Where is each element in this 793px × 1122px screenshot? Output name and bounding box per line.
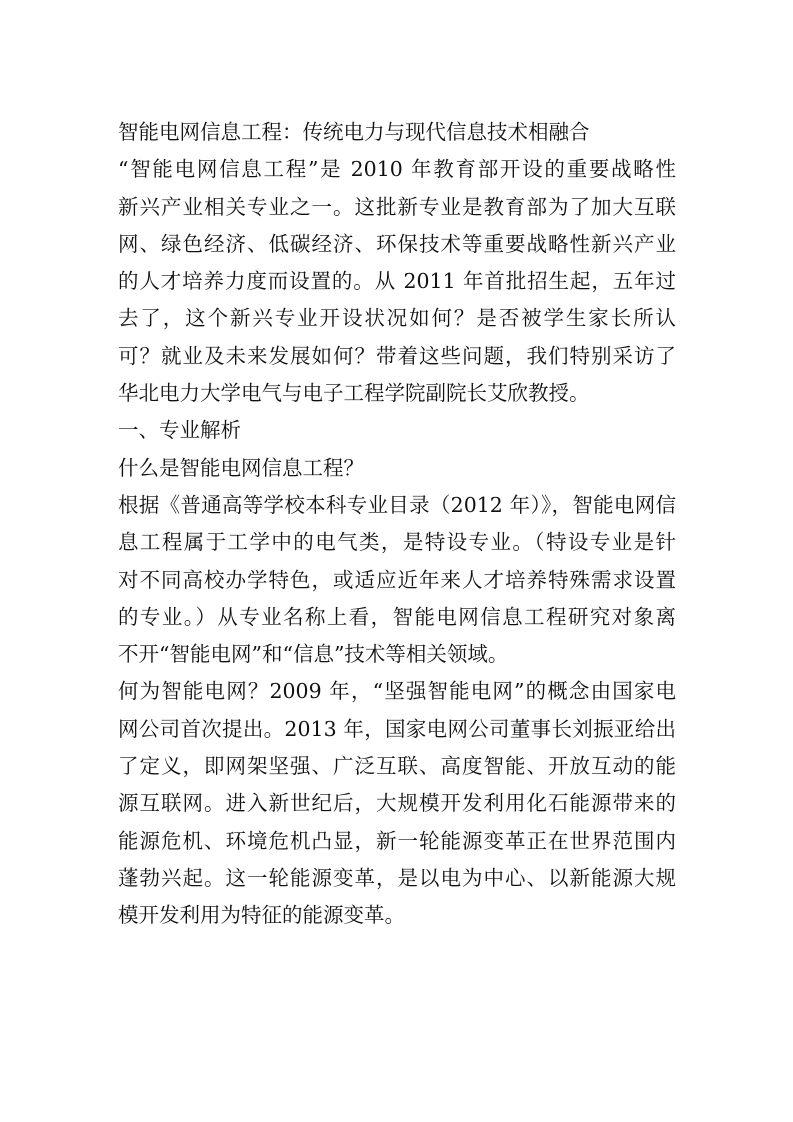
text-line: 什么是智能电网信息工程？: [118, 455, 364, 480]
paragraph-intro: [118, 151, 676, 412]
paragraph-smart-grid: [118, 673, 676, 934]
text-line: 根据《普通高等学校本科专业目录（2012 年）》，智能电网信: [118, 492, 676, 517]
text-line: 去了，这个新兴专业开设状况如何？是否被学生家长所认: [118, 306, 676, 331]
document-page: [118, 114, 676, 935]
text-line: 蓬勃兴起。这一轮能源变革，是以电为中心、以新能源大规: [118, 865, 676, 890]
paragraph-definition: [118, 487, 676, 673]
text-line: 的人才培养力度而设置的。从 2011 年首批招生起，五年过: [118, 269, 676, 294]
text-line: 不开“智能电网”和“信息”技术等相关领域。: [118, 642, 509, 667]
text-line: 智能电网信息工程：传统电力与现代信息技术相融合: [118, 120, 590, 144]
text-line: “智能电网信息工程”是 2010 年教育部开设的重要战略性: [118, 157, 676, 182]
text-line: 何为智能电网？2009 年，“坚强智能电网”的概念由国家电: [118, 679, 676, 704]
text-line: 一、专业解析: [118, 418, 241, 443]
text-line: 华北电力大学电气与电子工程学院副院长艾欣教授。: [118, 381, 590, 406]
text-line: 对不同高校办学特色，或适应近年来人才培养特殊需求设置: [118, 567, 676, 592]
text-line: 新兴产业相关专业之一。这批新专业是教育部为了加大互联: [118, 194, 676, 219]
text-line: 能源危机、环境危机凸显，新一轮能源变革正在世界范围内: [118, 828, 676, 853]
text-line: 可？就业及未来发展如何？带着这些问题，我们特别采访了: [118, 343, 676, 368]
paragraph-section-heading: [118, 412, 676, 449]
text-line: 网、绿色经济、低碳经济、环保技术等重要战略性新兴产业: [118, 231, 676, 256]
paragraph-title: [118, 114, 676, 151]
text-line: 源互联网。进入新世纪后，大规模开发利用化石能源带来的: [118, 791, 676, 816]
text-line: 的专业。）从专业名称上看，智能电网信息工程研究对象离: [118, 604, 676, 629]
text-line: 网公司首次提出。2013 年，国家电网公司董事长刘振亚给出: [118, 716, 676, 741]
paragraph-question-heading: [118, 450, 676, 487]
text-line: 模开发利用为特征的能源变革。: [118, 903, 405, 928]
text-line: 息工程属于工学中的电气类，是特设专业。（特设专业是针: [118, 530, 676, 555]
text-line: 了定义，即网架坚强、广泛互联、高度智能、开放互动的能: [118, 754, 676, 779]
